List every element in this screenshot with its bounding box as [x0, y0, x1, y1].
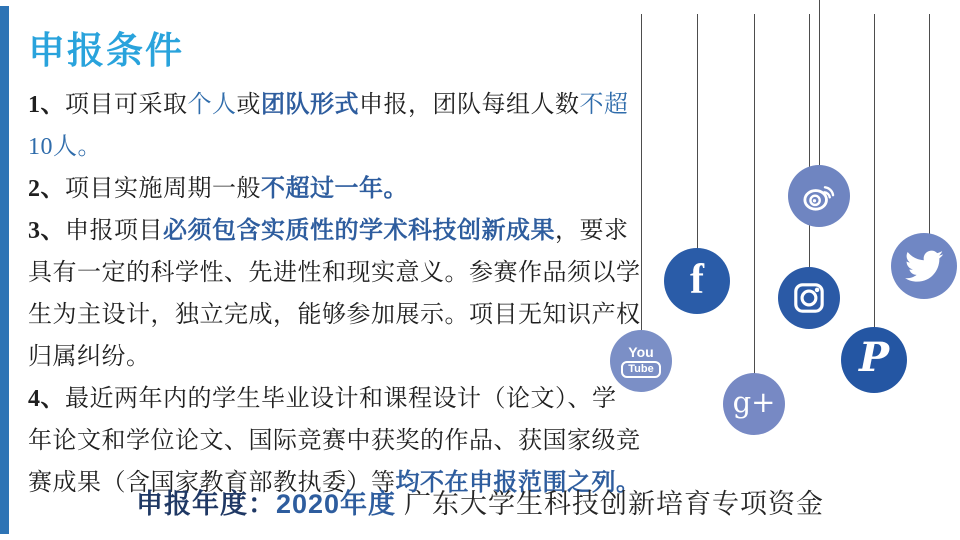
social-icon-facebook: [664, 248, 730, 314]
social-icon-google-plus: [723, 373, 785, 435]
text-segment: 不超过一年。: [261, 176, 408, 202]
condition-line: [28, 420, 641, 462]
text-segment: 生为主设计，独立完成，能够参加展示。项目无知识产权: [28, 302, 641, 328]
text-segment: 10人。: [28, 134, 102, 160]
condition-line: [28, 84, 629, 126]
page-title: 申报条件: [28, 30, 184, 71]
footer-note: [0, 486, 960, 522]
facebook-icon: f: [690, 257, 704, 303]
social-icon-weibo: [788, 165, 850, 227]
hanging-string: [874, 14, 875, 329]
text-segment: 最近两年内的学生毕业设计和课程设计（论文）、学: [65, 386, 617, 412]
pinterest-icon: P: [858, 334, 890, 381]
text-segment: ，要求: [555, 218, 629, 244]
footer-segment: 年度: [340, 489, 397, 519]
text-segment: 项目可采取: [65, 92, 188, 118]
text-segment: 1、: [28, 92, 65, 118]
text-segment: 3、: [28, 218, 65, 244]
hanging-string: [697, 14, 698, 250]
text-segment: 不超: [579, 92, 629, 118]
twitter-icon: [905, 247, 943, 285]
social-icon-youtube: [610, 330, 672, 392]
text-segment: 均不在申报范围之列。: [395, 470, 641, 496]
condition-line: [28, 168, 608, 210]
weibo-icon: [801, 178, 837, 214]
hanging-string: [641, 14, 642, 332]
text-segment: 申报项目: [65, 218, 163, 244]
text-segment: 4、: [28, 386, 65, 412]
text-segment: 2、: [28, 176, 65, 202]
hanging-string: [809, 14, 810, 269]
text-segment: 归属纠纷。: [28, 344, 151, 370]
condition-line: [28, 378, 617, 420]
social-icon-instagram: [778, 267, 840, 329]
text-segment: 项目实施周期一般: [65, 176, 261, 202]
left-accent-bar: [0, 6, 9, 534]
footer-segment: 广东大学生科技创新培育专项资金: [404, 489, 825, 519]
condition-line: [28, 210, 629, 252]
text-segment: 赛成果（含国家教育部教执委）等: [28, 470, 396, 496]
condition-line: [28, 336, 608, 378]
text-segment: 具有一定的科学性、先进性和现实意义。参赛作品须以学: [28, 260, 641, 286]
text-segment: 年论文和学位论文、国际竞赛中获奖的作品、获国家级竞: [28, 428, 641, 454]
hanging-string: [754, 14, 755, 375]
footer-segment: 2020: [275, 489, 341, 519]
condition-line: [28, 294, 641, 336]
google-plus-icon: g+: [732, 384, 776, 419]
text-segment: 申报，团队每组人数: [359, 92, 580, 118]
instagram-icon: [791, 280, 827, 316]
social-icon-pinterest: [841, 327, 907, 393]
condition-line: [28, 252, 641, 294]
footer-segment: 申报年度：: [135, 489, 276, 519]
text-segment: 必须包含实质性的学术科技创新成果: [163, 218, 555, 244]
text-segment: 团队形式: [261, 92, 359, 118]
text-segment: 个人: [187, 92, 237, 118]
hanging-string: [929, 14, 930, 235]
text-segment: 或: [236, 92, 261, 118]
condition-line: [28, 126, 608, 168]
hanging-string: [819, 0, 820, 167]
youtube-icon: You Tube: [621, 345, 660, 378]
social-icon-twitter: [891, 233, 957, 299]
